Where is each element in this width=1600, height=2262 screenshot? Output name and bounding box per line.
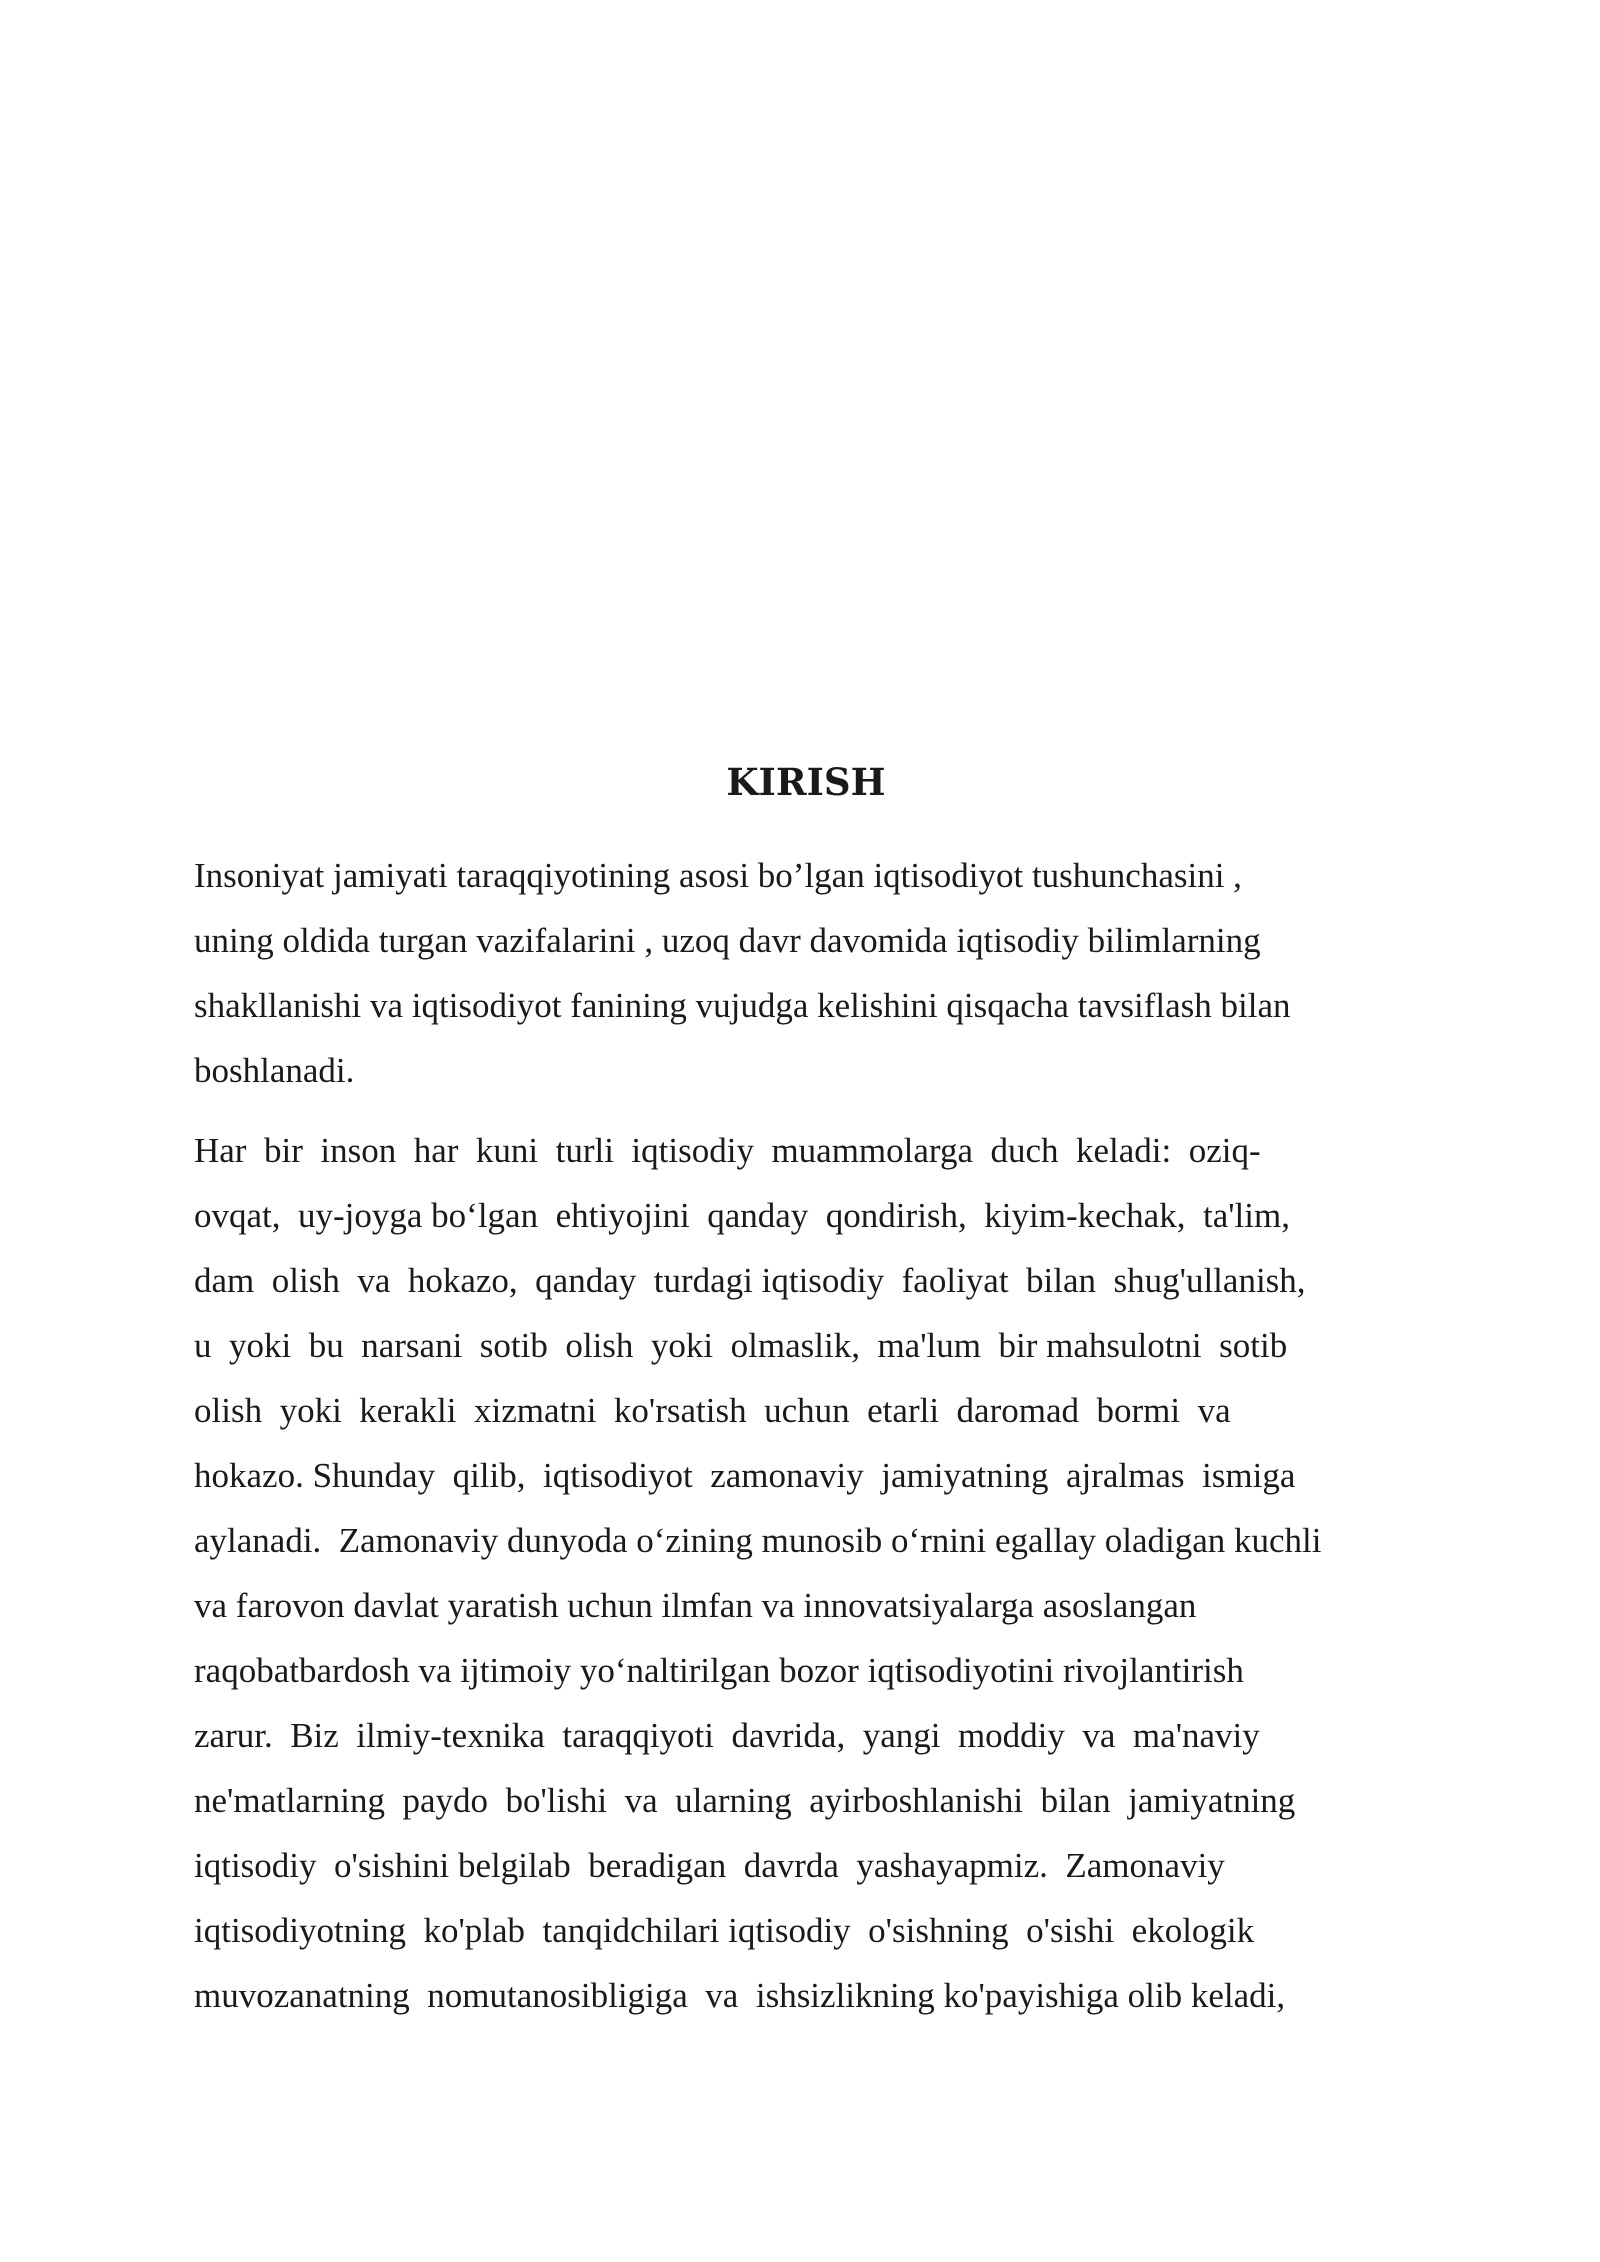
text-line: aylanadi. Zamonaviy dunyoda o‘zining munosib o‘rnini egallay oladigan kuchli (194, 1521, 1322, 1560)
text-line: Har bir inson har kuni turli iqtisodiy muammolarga duch keladi: oziq- (194, 1131, 1261, 1170)
text-line: iqtisodiy o'sishini belgilab beradigan davrda yashayapmiz. Zamonaviy (194, 1846, 1225, 1885)
text-line: Insoniyat jamiyati taraqqiyotining asosi bo’lgan iqtisodiyot tushunchasini , (194, 856, 1242, 895)
text-line: u yoki bu narsani sotib olish yoki olmaslik, ma'lum bir mahsulotni sotib (194, 1326, 1288, 1365)
text-line: uning oldida turgan vazifalarini , uzoq davr davomida iqtisodiy bilimlarning (194, 921, 1261, 960)
text-line: dam olish va hokazo, qanday turdagi iqtisodiy faoliyat bilan shug'ullanish, (194, 1261, 1306, 1300)
text-line: shakllanishi va iqtisodiyot fanining vujudga kelishini qisqacha tavsiflash bilan (194, 986, 1291, 1025)
text-line: zarur. Biz ilmiy-texnika taraqqiyoti davrida, yangi moddiy va ma'naviy (194, 1716, 1260, 1755)
text-line: ne'matlarning paydo bo'lishi va ularning ayirboshlanishi bilan jamiyatning (194, 1781, 1296, 1820)
text-line: va farovon davlat yaratish uchun ilmfan va innovatsiyalarga asoslangan (194, 1586, 1197, 1625)
page-title: KIRISH (726, 760, 886, 804)
text-line: ovqat, uy-joyga bo‘lgan ehtiyojini qanday qondirish, kiyim-kechak, ta'lim, (194, 1196, 1290, 1235)
text-line: muvozanatning nomutanosibligiga va ishsizlikning ko'payishiga olib keladi, (194, 1976, 1286, 2015)
text-line: boshlanadi. (194, 1051, 355, 1090)
text-line: iqtisodiyotning ko'plab tanqidchilari iqtisodiy o'sishning o'sishi ekologik (194, 1911, 1255, 1950)
text-line: raqobatbardosh va ijtimoiy yo‘naltirilgan bozor iqtisodiyotini rivojlantirish (194, 1651, 1244, 1690)
text-line: olish yoki kerakli xizmatni ko'rsatish uchun etarli daromad bormi va (194, 1391, 1231, 1430)
text-line: hokazo. Shunday qilib, iqtisodiyot zamonaviy jamiyatning ajralmas ismiga (194, 1456, 1296, 1495)
